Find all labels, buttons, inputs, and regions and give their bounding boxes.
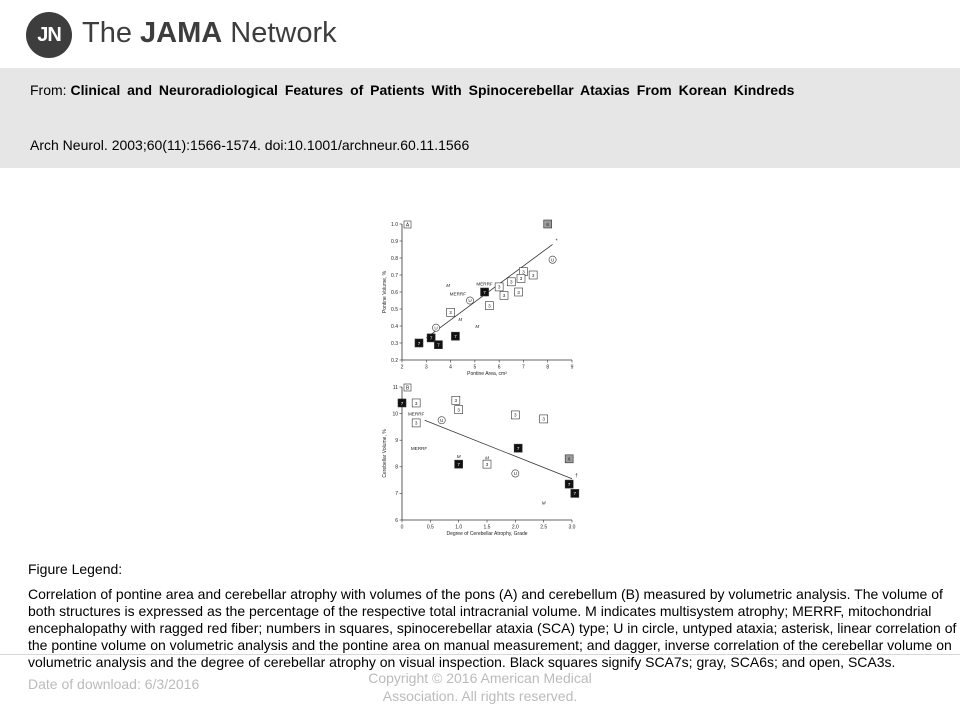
figure-legend-text: Correlation of pontine area and cerebellar atrophy with volumes of the pons (A) and cerebellum (B) measured by volumetric analysis. The volume of both structures is expressed as the percentage of the respective total intracranial volume. M indicates multisystem atrophy; MERRF, mitochondrial encephalopathy with ragged red fiber; numbers in squares, spinocerebellar ataxia (SCA) type; U in circle, untyped ataxia; asterisk, linear correlation of the pontine volume on volumetric analysis and the pontine area on manual measurement; and dagger, inverse correlation of the cerebellar volume on volumetric analysis and the degree of cerebellar atrophy on visual inspection. Black squares signify SCA7s; gray, SCA6s; and open, SCA3s. — [28, 586, 957, 670]
panel-a-point-label: 7 — [437, 342, 440, 348]
panel-a-point-label: 6 — [546, 221, 549, 227]
panel-a-x-tick-label: 9 — [570, 364, 574, 371]
panel-a-x-tick-label: 8 — [546, 364, 550, 371]
panel-b-point-label: 3 — [542, 416, 545, 422]
panel-a-y-tick-label: 0.7 — [391, 272, 398, 279]
panel-a-point-label: U — [434, 325, 438, 331]
panel-b-point-label: 3 — [457, 407, 460, 413]
panel-a-y-tick-label: 0.2 — [391, 357, 398, 364]
panel-a-y-tick-label: 0.3 — [391, 340, 398, 347]
panel-b-x-tick-label: 0.5 — [426, 524, 434, 531]
panel-b-y-tick-label: 8 — [395, 464, 398, 471]
panel-b-point-label: 3 — [514, 412, 517, 418]
panel-a-x-tick-label: 6 — [497, 364, 501, 371]
from-label: From: — [30, 82, 67, 98]
panel-b-x-tick-label: 1.0 — [455, 524, 463, 531]
panel-a-x-axis-label: Pontine Area, cm² — [467, 371, 507, 377]
panel-a-point-label: 3 — [449, 310, 452, 316]
logo-suffix: Network — [230, 17, 337, 49]
panel-b-y-axis-label: Cerebellar Volume, % — [382, 429, 388, 478]
panel-a-point-msa: M — [446, 283, 451, 288]
panel-a-point-merrf: MERRF — [476, 281, 493, 287]
panel-b-trend-marker: † — [575, 472, 578, 479]
panel-a-y-tick-label: 0.5 — [391, 306, 398, 313]
panel-b-x-tick-label: 0 — [400, 524, 404, 531]
panel-a-point-label: 3 — [502, 293, 506, 299]
panel-b-point-label: U — [440, 417, 444, 423]
panel-a-point-merrf: MERRF — [449, 291, 467, 297]
panel-a-point-label: 7 — [429, 335, 433, 341]
logo-brand: JAMA — [140, 17, 223, 49]
download-date: Date of download: 6/3/2016 — [28, 676, 200, 692]
panel-a-y-tick-label: 0.8 — [391, 255, 398, 262]
panel-b-point-label: 7 — [573, 491, 577, 497]
logo-prefix: The — [82, 17, 132, 49]
copyright-notice: Copyright © 2016 American Medical Association. All rights reserved. — [368, 670, 592, 704]
panel-b-x-tick-label: 3.0 — [568, 524, 576, 531]
panel-b-point-label: 7 — [457, 461, 460, 467]
panel-b-y-tick-label: 9 — [395, 438, 398, 444]
panel-a-x-tick-label: 5 — [473, 364, 477, 371]
panel-a-point-msa: M — [475, 323, 480, 329]
scatter-figure — [374, 212, 584, 542]
panel-a-point-label: 3 — [510, 279, 513, 285]
panel-b-point-msa: M — [541, 500, 546, 506]
panel-b-point-merrf: MERRF — [410, 445, 428, 451]
panel-a-trend-line — [426, 244, 555, 338]
panel-a-point-label: 7 — [417, 340, 421, 346]
panel-b-panel-letter: B — [405, 385, 410, 392]
panel-a-y-tick-label: 0.9 — [391, 238, 398, 245]
panel-b-y-tick-label: 11 — [392, 384, 398, 391]
panel-a-x-tick-label: 7 — [522, 364, 525, 371]
article-title[interactable]: Clinical and Neuroradiological Features of Patients With Spinocerebellar Ataxias From Korean Kindreds — [70, 82, 795, 98]
panel-a-x-tick-label: 2 — [400, 364, 404, 371]
panel-b-point-label: 3 — [414, 400, 418, 406]
panel-a-x-tick-label: 4 — [449, 364, 452, 371]
panel-a-point-label: 3 — [531, 272, 535, 278]
panel-b-point-label: 3 — [454, 398, 458, 404]
panel-b-point-label: 3 — [414, 420, 418, 426]
panel-b-point-label: 7 — [567, 481, 571, 487]
panel-b-point-merrf: MERRF — [407, 411, 425, 417]
panel-a-point-label: 3 — [497, 284, 501, 290]
panel-b-point-label: 7 — [400, 400, 404, 406]
panel-a-point-label: 3 — [517, 289, 520, 295]
panel-b-x-tick-label: 2.0 — [511, 524, 519, 531]
panel-b-point-label: 6 — [567, 456, 571, 462]
panel-a-point-label: 3 — [519, 276, 523, 282]
panel-b-x-tick-label: 1.5 — [483, 524, 491, 531]
panel-a-point-label: U — [550, 257, 555, 263]
panel-b-y-tick-label: 6 — [395, 517, 398, 524]
panel-a-y-tick-label: 0.4 — [391, 323, 398, 330]
panel-b-point-label: 3 — [485, 461, 489, 467]
panel-a-point-label: U — [468, 298, 472, 304]
panel-a-point-label: 7 — [483, 289, 486, 295]
jama-network-wordmark[interactable] — [82, 17, 337, 50]
jama-network-logo-icon[interactable] — [26, 12, 72, 58]
article-from-line — [30, 82, 794, 98]
panel-b-x-tick-label: 2.5 — [540, 524, 548, 531]
panel-b-x-axis-label: Degree of Cerebellar Atrophy, Grade — [446, 531, 528, 537]
panel-a-y-axis-label: Pontine Volume, % — [382, 270, 388, 314]
figure-image — [374, 212, 584, 542]
panel-a-y-tick-label: 1.0 — [391, 221, 398, 228]
panel-b-point-msa: M — [485, 455, 489, 461]
panel-a-point-label: 7 — [454, 334, 457, 339]
panel-b-trend-line — [425, 417, 572, 479]
panel-a-point-label: 3 — [488, 303, 491, 309]
panel-b-y-tick-label: 10 — [392, 411, 398, 418]
panel-b-point-msa: M — [456, 453, 461, 459]
panel-a-x-tick-label: 3 — [424, 364, 428, 371]
panel-a-point-label: 3 — [522, 269, 525, 275]
panel-a-y-tick-label: 0.6 — [391, 289, 398, 296]
site-header — [0, 0, 960, 68]
panel-a-panel-letter: A — [405, 222, 410, 229]
panel-b-point-label: U — [513, 471, 517, 477]
figure-legend-label: Figure Legend: — [28, 561, 123, 577]
panel-a-point-msa: M — [458, 317, 463, 322]
panel-b-point-label: 7 — [516, 445, 520, 451]
panel-b-y-tick-label: 7 — [395, 491, 398, 498]
logo-monogram: JN — [37, 23, 61, 46]
journal-citation: Arch Neurol. 2003;60(11):1566-1574. doi:10.1001/archneur.60.11.1566 — [30, 137, 470, 153]
panel-a-trend-marker: * — [555, 238, 558, 245]
